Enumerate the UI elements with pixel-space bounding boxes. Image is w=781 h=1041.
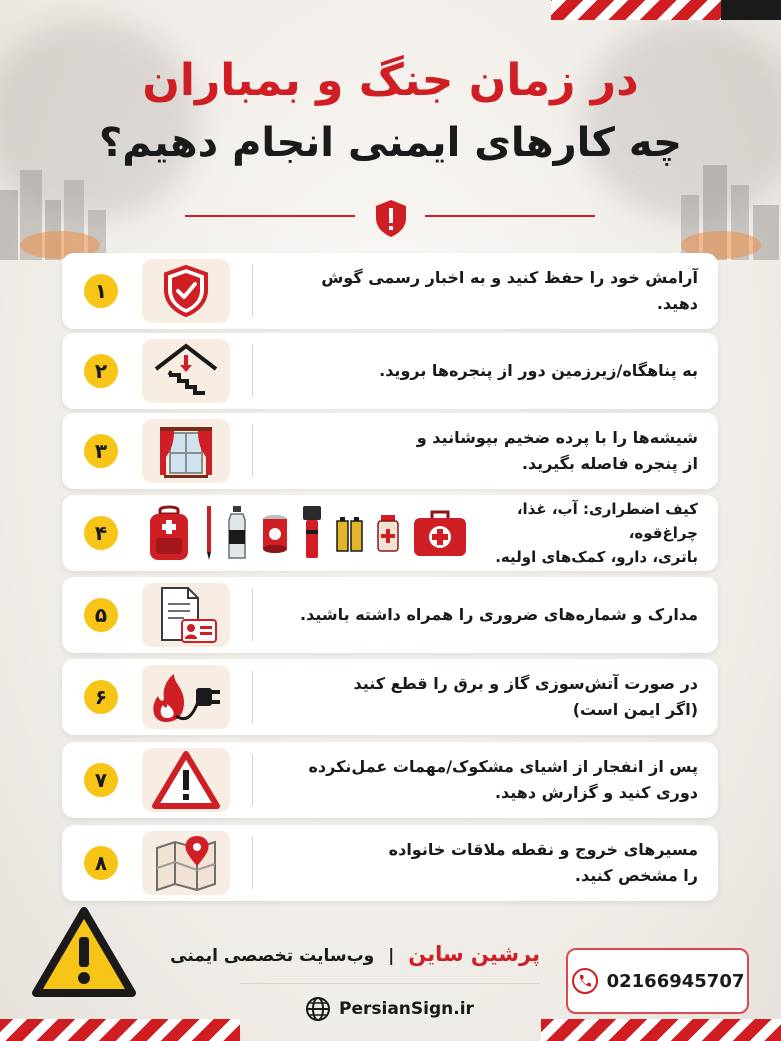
warning-triangle-icon	[151, 750, 221, 810]
item-text-line: مدارک و شماره‌های ضروری را همراه داشته باشید.	[300, 605, 698, 625]
phone-icon	[571, 967, 599, 995]
icon-box	[142, 339, 230, 403]
shield-alert-icon	[372, 198, 410, 238]
item-text-line: شیشه‌ها را با پرده ضخیم بپوشانید و	[416, 428, 698, 448]
step-number-badge: ۷	[84, 763, 118, 797]
card-divider	[252, 671, 253, 723]
step-number-badge: ۲	[84, 354, 118, 388]
safety-item-8	[62, 825, 718, 901]
title-line-2: چه کارهای ایمنی انجام دهیم؟	[99, 120, 682, 166]
card-divider	[252, 754, 253, 806]
step-number-badge: ۶	[84, 680, 118, 714]
item-text-line: کیف اضطراری: آب، غذا، چراغ‌قوه،	[516, 500, 698, 542]
item-text-line: مسیرهای خروج و نقطه ملاقات خانواده	[388, 840, 698, 860]
step-number-badge: ۱	[84, 274, 118, 308]
shelter-stairs-icon	[151, 341, 221, 401]
flashlight-icon	[301, 504, 323, 562]
item-text	[278, 333, 698, 409]
documents-id-icon	[154, 586, 218, 644]
item-text	[278, 253, 698, 329]
step-number-badge: ۸	[84, 846, 118, 880]
icon-box	[142, 665, 230, 729]
phone-box[interactable]	[566, 948, 749, 1014]
batteries-icon	[335, 513, 365, 553]
card-divider	[252, 837, 253, 889]
safety-item-7	[62, 742, 718, 818]
water-bottle-icon	[225, 504, 249, 562]
footer-divider	[240, 983, 540, 984]
icon-box	[142, 831, 230, 895]
item-text-line: را مشخص کنید.	[574, 866, 698, 885]
brand-line	[170, 942, 540, 966]
item-text	[478, 495, 698, 571]
item-text-line: باتری، دارو، کمک‌های اولیه.	[495, 548, 698, 566]
safety-item-5	[62, 577, 718, 653]
step-number-badge: ۵	[84, 598, 118, 632]
safety-item-4	[62, 495, 718, 571]
card-divider	[252, 265, 253, 317]
safety-item-3	[62, 413, 718, 489]
map-pin-icon	[153, 834, 219, 892]
item-text	[278, 742, 698, 818]
icon-box	[142, 748, 230, 812]
food-can-icon	[261, 513, 289, 553]
safety-item-6	[62, 659, 718, 735]
shield-check-icon	[158, 263, 214, 319]
safety-item-1	[62, 253, 718, 329]
item-text-line: در صورت آتش‌سوزی گاز و برق را قطع کنید	[353, 674, 698, 694]
brand-tagline: وب‌سایت تخصصی ایمنی	[170, 946, 375, 966]
item-text	[278, 577, 698, 653]
city-skyline-right-icon	[621, 150, 781, 260]
safety-item-2	[62, 333, 718, 409]
item-text-line: پس از انفجار از اشیای مشکوک/مهمات عمل‌نکرده	[308, 757, 698, 777]
brand-separator: |	[388, 946, 395, 966]
item-text	[278, 413, 698, 489]
title-line-1: در زمان جنگ و بمباران	[142, 55, 639, 106]
item-text-line: آرامش خود را حفظ کنید و به اخبار رسمی گوش دهید.	[321, 268, 698, 313]
item-text	[278, 659, 698, 735]
hazard-stripes-top	[551, 0, 781, 20]
phone-number: 02166945707	[606, 970, 745, 992]
divider-right	[425, 215, 595, 217]
item-text-line: از پنجره فاصله بگیرید.	[521, 454, 698, 473]
step-number-badge: ۴	[84, 516, 118, 550]
icon-box	[142, 259, 230, 323]
window-curtain-icon	[154, 423, 218, 479]
website-text: PersianSign.ir	[339, 999, 474, 1019]
icon-box	[142, 583, 230, 647]
item-text-line: (اگر ایمن است)	[572, 700, 698, 719]
card-divider	[252, 345, 253, 397]
backpack-icon	[146, 504, 192, 562]
item-text	[278, 825, 698, 901]
item-text-line: دوری کنید و گزارش دهید.	[494, 783, 698, 802]
hazard-stripes-bottom-right	[541, 1019, 781, 1041]
website-link[interactable]	[305, 995, 474, 1023]
card-divider	[252, 425, 253, 477]
city-skyline-left-icon	[0, 150, 160, 260]
pen-icon	[204, 504, 214, 562]
step-number-badge: ۳	[84, 434, 118, 468]
globe-icon	[305, 996, 331, 1022]
first-aid-kit-icon	[412, 508, 468, 558]
hazard-stripes-bottom-left	[0, 1019, 240, 1041]
warning-sign-icon	[30, 905, 138, 1001]
brand-name: پرشین ساین	[408, 942, 540, 966]
fire-plug-icon	[148, 668, 224, 726]
icon-box	[142, 419, 230, 483]
emergency-kit-icon	[142, 501, 472, 565]
medicine-bottle-icon	[376, 513, 400, 553]
item-text-line: به پناهگاه/زیرزمین دور از پنجره‌ها بروید.	[379, 361, 698, 381]
divider-left	[185, 215, 355, 217]
card-divider	[252, 589, 253, 641]
